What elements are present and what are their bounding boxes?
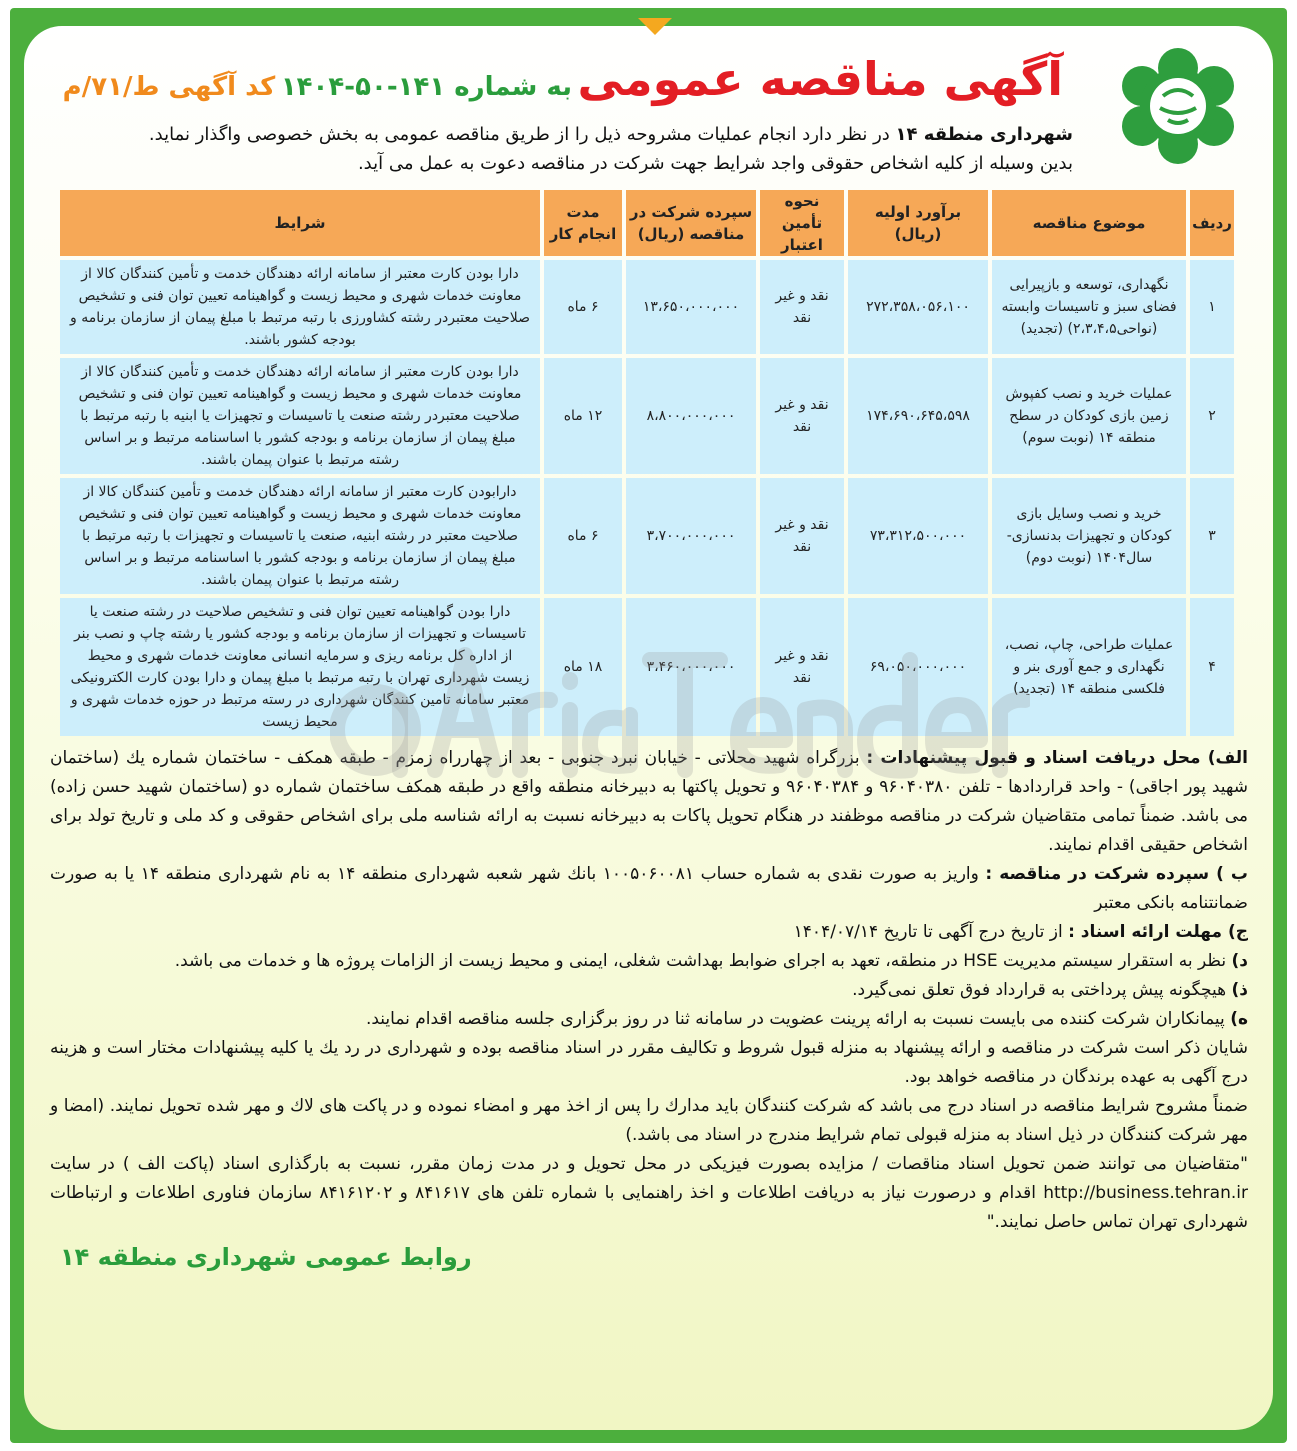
row-number-cell: ۱ — [1190, 260, 1234, 354]
participation-deposit-cell: ۱۳،۶۵۰،۰۰۰،۰۰۰ — [626, 260, 756, 354]
section-a: الف) محل دریافت اسناد و قبول پیشنهادات : بزرگراه شهید محلاتی - خیابان نبرد جنوبی - بعد از چهارراه زمزم - طبقه همکف - ساختمان شماره یك (ساختمان شهید پور اجاقی) - واحد قراردادها - تلفن ۹۶۰۴۰۳۸۰ و ۹۶۰۴۰۳۸۴ و تحویل پاکتها به دبیرخانه منطقه واقع در طبقه همکف ساختمان شماره دو (ساختمان شهید حسن زاده) می باشد. ضمناً تمامی متقاضیان شرکت در مناقصه موظفند در هنگام تحویل پاکات به دبیرخانه نسبت به ارائه شناسه ملی برای اشخاص حقوقی و کد ملی و تاریخ تولد برای اشخاص حقیقی اقدام نمایند. — [50, 748, 1249, 855]
tender-subject-cell: نگهداری، توسعه و بازپیرایی فضای سبز و تاسیسات وابسته (نواحی۲،۳،۴،۵) (تجدید) — [992, 260, 1186, 354]
tender-subject-cell: عملیات خرید و نصب کفپوش زمین بازی کودکان در سطح منطقه ۱۴ (نوبت سوم) — [992, 358, 1186, 474]
column-header: نحوه تأمین اعتبار — [760, 190, 844, 256]
row-number-cell: ۴ — [1190, 598, 1234, 736]
funding-method-cell: نقد و غیر نقد — [760, 260, 844, 354]
tender-subject-cell: خرید و نصب وسایل بازی کودکان و تجهیزات بدنسازی- سال۱۴۰۴ (نوبت دوم) — [992, 478, 1186, 594]
notice-title — [50, 44, 1063, 120]
table-row — [60, 358, 1234, 474]
work-duration-cell: ۱۲ ماه — [544, 358, 622, 474]
note-3: "متقاضیان می توانند ضمن تحویل اسناد مناقصات / مزایده بصورت فیزیکی در محل تحویل و در مدت زمان مقرر، نسبت به بارگذاری اسناد (پاکت الف ) در سایت http://business.tehran.ir اقدام و درصورت نیاز به دریافت اطلاعات و اخذ راهنمایی با شماره تلفن های ۸۴۱۶۱۷ و ۸۴۱۶۱۲۰۲ سازمان فناوری اطلاعات و ارتباطات شهرداری تهران تماس حاصل نمایند." — [50, 1154, 1248, 1232]
initial-estimate-cell: ۱۷۴،۶۹۰،۶۴۵،۵۹۸ — [848, 358, 988, 474]
initial-estimate-cell: ۶۹،۰۵۰،۰۰۰،۰۰۰ — [848, 598, 988, 736]
signature: روابط عمومی شهرداری منطقه ۱۴ — [60, 1243, 472, 1271]
section-d: د) نظر به استقرار سیستم مدیریت HSE در منطقه، تعهد به اجرای ضوابط بهداشت شغلی، ایمنی و محیط زیست از الزامات پروژه ها و خدمات می باشد. — [174, 951, 1248, 971]
column-header: شرایط — [60, 190, 540, 256]
title-code: کد آگهی ط/۷۱/م — [62, 72, 276, 102]
title-main: آگهی مناقصه عمومی — [577, 52, 1063, 106]
title-number: به شماره ۱۴۱-۵۰-۱۴۰۴ — [280, 72, 572, 102]
work-duration-cell: ۶ ماه — [544, 478, 622, 594]
conditions-cell: دارا بودن گواهینامه تعیین توان فنی و تشخیص صلاحیت در رشته صنعت یا تاسیسات و تجهیزات از سازمان برنامه و بودجه کشور یا رشته چاپ و نصب بنر از اداره کل برنامه ریزی و سرمایه انسانی معاونت خدمات شهری و محیط زیست شهرداری تهران با رتبه مرتبط با مبلغ پیمان و دارا بودن کارت الکترونیکی معتبر سامانه تامین کنندگان شهرداری در رسته مرتبط در حوزه خدمات شهری و محیط زیست — [60, 598, 540, 736]
conditions-cell: دارا بودن کارت معتبر از سامانه ارائه دهندگان خدمت و تأمین کنندگان کالا از معاونت خدمات شهری و محیط زیست و گواهینامه تعیین توان فنی و تشخیص صلاحیت معتبردر رشته کشاورزی با رتبه مرتبط با مبلغ پیمان از سازمان برنامه و بودجه کشور باشند. — [60, 260, 540, 354]
initial-estimate-cell: ۷۳،۳۱۲،۵۰۰،۰۰۰ — [848, 478, 988, 594]
intro-text — [50, 120, 1073, 178]
column-header: برآورد اولیه (ریال) — [848, 190, 988, 256]
intro-line-2: بدین وسیله از کلیه اشخاص حقوقی واجد شرایط جهت شرکت در مناقصه دعوت به عمل می آید. — [357, 153, 1073, 174]
column-header: ردیف — [1190, 190, 1234, 256]
funding-method-cell: نقد و غیر نقد — [760, 358, 844, 474]
section-b: ب ) سپرده شرکت در مناقصه : واریز به صورت نقدی به شماره حساب ۱۰۰۵۰۶۰۰۸۱ بانك شهر شعبه شهرداری منطقه ۱۴ به نام شهرداری منطقه ۱۴ یا به صورت ضمانتنامه بانکی معتبر — [50, 864, 1248, 913]
table-header-row — [60, 190, 1234, 256]
table-row — [60, 598, 1234, 736]
tender-table — [56, 186, 1238, 740]
row-number-cell: ۲ — [1190, 358, 1234, 474]
notice-body — [50, 744, 1248, 1237]
row-number-cell: ۳ — [1190, 478, 1234, 594]
notice-content — [50, 0, 1248, 1311]
tender-subject-cell: عملیات طراحی، چاپ، نصب، نگهداری و جمع آوری بنر و فلکسی منطقه ۱۴ (تجدید) — [992, 598, 1186, 736]
business-site-link[interactable]: http://business.tehran.ir — [1043, 1183, 1248, 1203]
work-duration-cell: ۶ ماه — [544, 260, 622, 354]
note-2: ضمناً مشروح شرایط مناقصه در اسناد درج می باشد که شرکت کنندگان باید مدارك را پس از اخذ مهر و امضاء نموده و در پاکت های لاك و مهر شده تحویل نمایند. (امضا و مهر شرکت کنندگان در ذیل اسناد به منزله قبولی تمام شرایط مندرج در اسناد می باشد.) — [50, 1096, 1248, 1145]
funding-method-cell: نقد و غیر نقد — [760, 598, 844, 736]
section-e: ذ) هیچگونه پیش پرداختی به قرارداد فوق تعلق نمی‌گیرد. — [852, 980, 1248, 1000]
column-header: موضوع مناقصه — [992, 190, 1186, 256]
conditions-cell: دارا بودن کارت معتبر از سامانه ارائه دهندگان خدمت و تأمین کنندگان کالا از معاونت خدمات شهری و محیط زیست و گواهینامه تعیین توان فنی و تشخیص صلاحیت معتبردر رشته صنعت یا تاسیسات و تجهیزات یا ابنیه با رتبه مرتبط با مبلغ پیمان از سازمان برنامه و بودجه کشور با اساسنامه مرتبط و بر اساس رشته مرتبط با عنوان پیمان باشند. — [60, 358, 540, 474]
section-f: ه) پیمانکاران شرکت کننده می بایست نسبت به ارائه پرینت عضویت در سامانه ثنا در روز برگزاری جلسه مناقصه اقدام نمایند. — [365, 1009, 1248, 1029]
intro-municipality: شهرداری منطقه ۱۴ — [895, 124, 1073, 145]
table-row — [60, 260, 1234, 354]
initial-estimate-cell: ۲۷۲،۳۵۸،۰۵۶،۱۰۰ — [848, 260, 988, 354]
column-header: سپرده شرکت در مناقصه (ریال) — [626, 190, 756, 256]
participation-deposit-cell: ۳،۷۰۰،۰۰۰،۰۰۰ — [626, 478, 756, 594]
note-1: شایان ذکر است شرکت در مناقصه و ارائه پیشنهاد به منزله قبول شروط و تکالیف مقرر در اسناد مناقصه بوده و شهرداری در رد یك یا کلیه پیشنهادات مختار است و هزینه درج آگهی به عهده برندگان در مناقصه خواهد بود. — [50, 1038, 1248, 1087]
intro-line-1: در نظر دارد انجام عملیات مشروحه ذیل را از طریق مناقصه عمومی به بخش خصوصی واگذار نماید. — [148, 124, 896, 145]
work-duration-cell: ۱۸ ماه — [544, 598, 622, 736]
section-c: ج) مهلت ارائه اسناد : از تاریخ درج آگهی تا تاریخ ۱۴۰۴/۰۷/۱۴ — [793, 922, 1248, 942]
conditions-cell: دارابودن کارت معتبر از سامانه ارائه دهندگان خدمت و تأمین کنندگان کالا از معاونت خدمات شهری و محیط زیست و گواهینامه تعیین توان فنی و تشخیص صلاحیت معتبر در رشته ابنیه، صنعت یا تاسیسات و تجهیزات با رتبه مرتبط با مبلغ پیمان از سازمان برنامه و بودجه کشور با اساسنامه مرتبط و بر اساس رشته مرتبط با عنوان پیمان باشند. — [60, 478, 540, 594]
participation-deposit-cell: ۸،۸۰۰،۰۰۰،۰۰۰ — [626, 358, 756, 474]
participation-deposit-cell: ۳،۴۶۰،۰۰۰،۰۰۰ — [626, 598, 756, 736]
funding-method-cell: نقد و غیر نقد — [760, 478, 844, 594]
column-header: مدت انجام کار — [544, 190, 622, 256]
table-row — [60, 478, 1234, 594]
